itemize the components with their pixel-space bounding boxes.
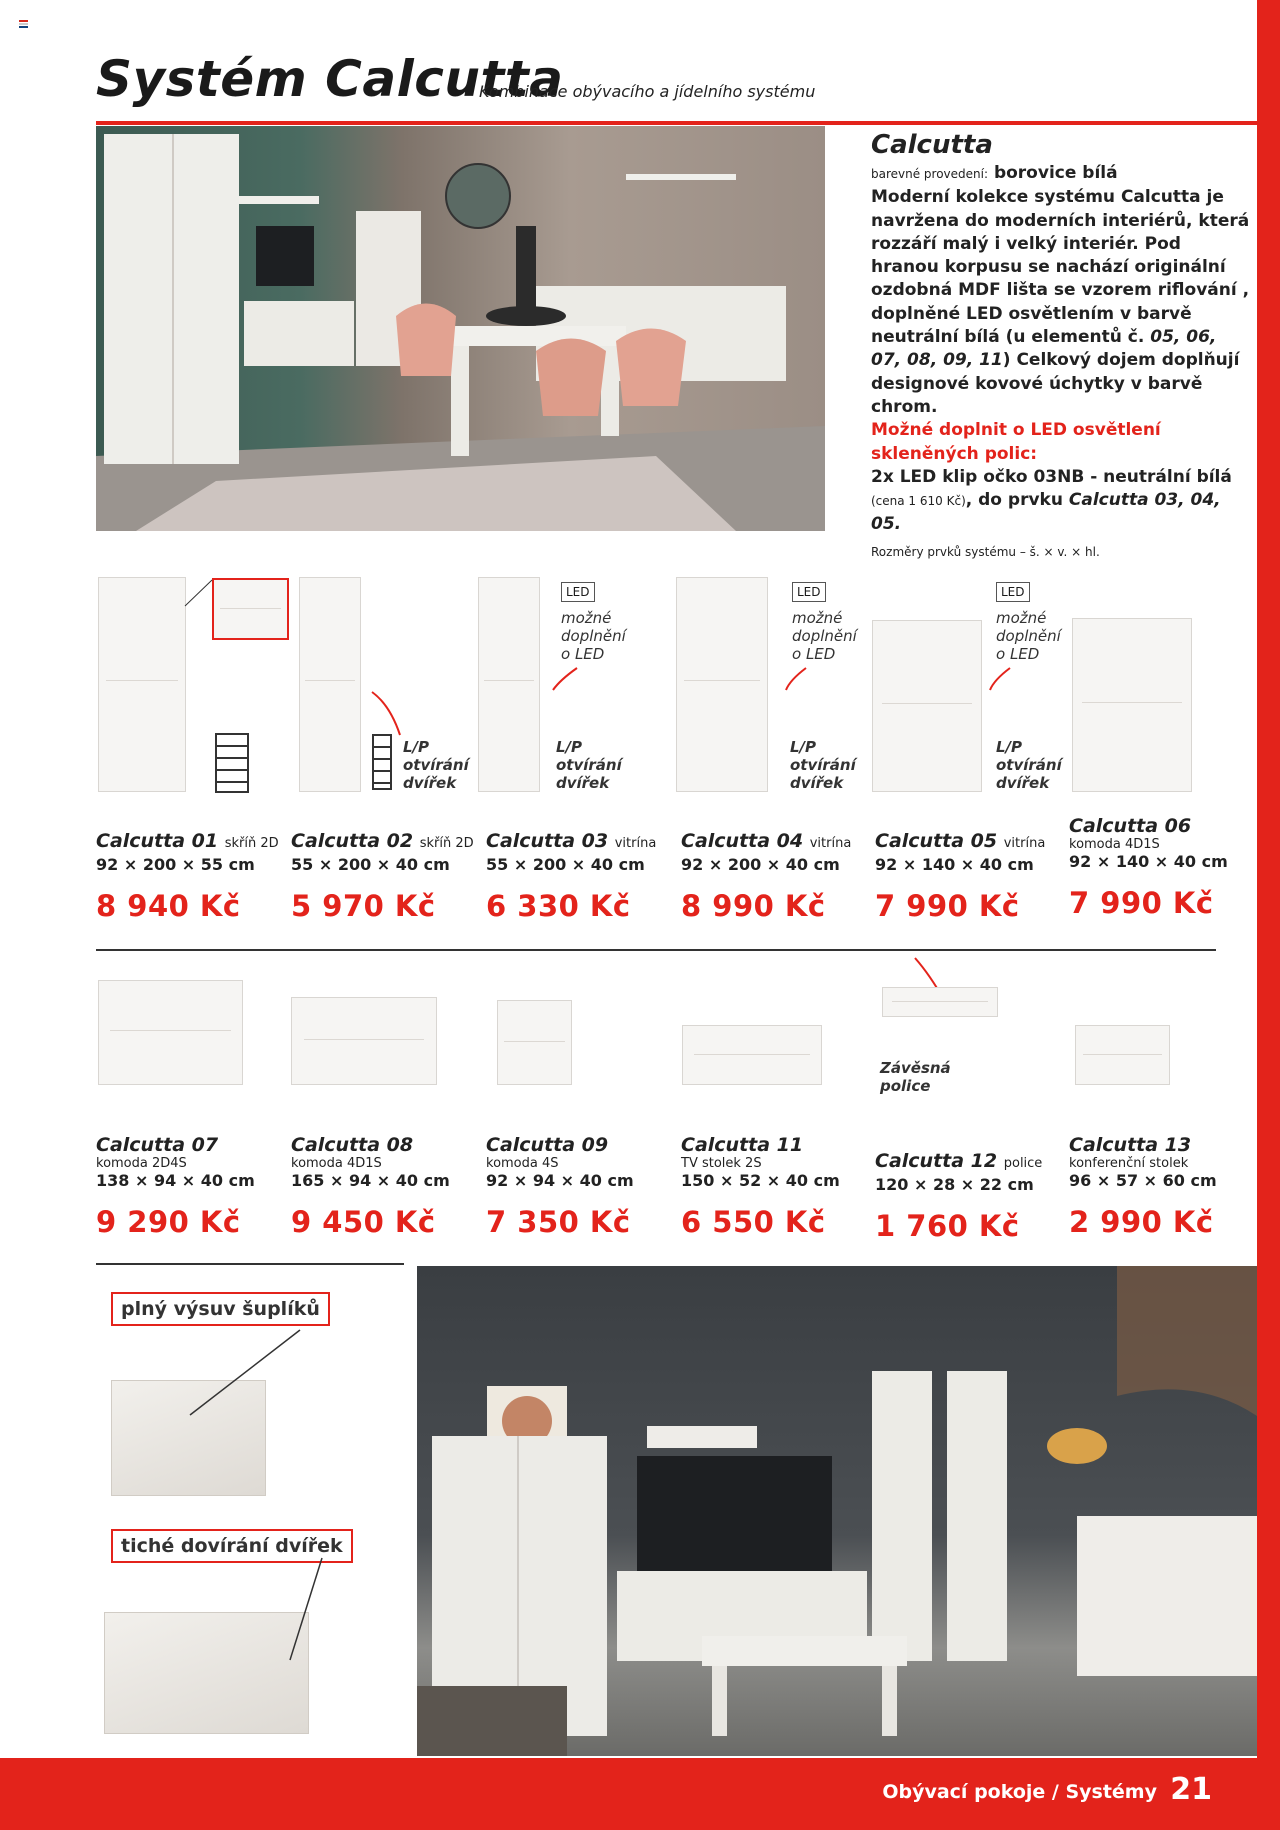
- product-card: [1069, 1134, 1259, 1239]
- dimensions-note: Rozměry prvků systému – š. × v. × hl.: [871, 544, 1100, 559]
- product-name: Calcutta 04: [681, 830, 804, 852]
- led-badge: LED: [561, 582, 595, 602]
- product-subtitle: komoda 4D1S: [291, 1156, 382, 1171]
- product-card: [875, 830, 1065, 923]
- product-name: Calcutta 11: [681, 1134, 804, 1156]
- led-badge: LED: [792, 582, 826, 602]
- product-card: [291, 830, 481, 923]
- product-name: Calcutta 05: [875, 830, 998, 852]
- product-name: Calcutta 09: [486, 1134, 609, 1156]
- product-name: Calcutta 03: [486, 830, 609, 852]
- product-image-08: [291, 997, 437, 1085]
- product-price: 5 970 Kč: [291, 889, 436, 923]
- product-dimensions: 120 × 28 × 22 cm: [875, 1175, 1034, 1194]
- living-room-photo: [417, 1266, 1257, 1756]
- door-option-note: L/P otvírání dvířek: [556, 738, 622, 792]
- product-name: Calcutta 06: [1069, 815, 1192, 837]
- product-type: skříň 2D: [224, 836, 279, 851]
- product-price: 2 990 Kč: [1069, 1205, 1214, 1239]
- product-card: [1069, 815, 1259, 920]
- product-name: Calcutta 13: [1069, 1134, 1192, 1156]
- led-price: (cena 1 610 Kč): [871, 494, 966, 509]
- product-dimensions: 92 × 200 × 40 cm: [681, 855, 840, 874]
- product-dimensions: 92 × 140 × 40 cm: [875, 855, 1034, 874]
- product-dimensions: 165 × 94 × 40 cm: [291, 1171, 450, 1190]
- product-price: 6 550 Kč: [681, 1205, 826, 1239]
- product-card: [486, 830, 676, 923]
- product-type: police: [1003, 1156, 1043, 1171]
- product-subtitle: TV stolek 2S: [681, 1156, 762, 1171]
- led-target-prefix: , do prvku: [965, 490, 1063, 511]
- product-card: [486, 1134, 676, 1239]
- product-price: 9 290 Kč: [96, 1205, 241, 1239]
- product-image-09: [497, 1000, 572, 1085]
- product-dimensions: 92 × 140 × 40 cm: [1069, 852, 1228, 871]
- product-card: [875, 1150, 1065, 1243]
- product-dimensions: 138 × 94 × 40 cm: [96, 1171, 255, 1190]
- description-elements: 05, 06, 07, 08, 09, 11: [871, 327, 1217, 371]
- product-card: [96, 1134, 286, 1239]
- product-image-11: [682, 1025, 822, 1085]
- door-option-note: L/P otvírání dvířek: [996, 738, 1062, 792]
- led-option-note: možné doplnění o LED: [996, 609, 1061, 663]
- led-option-note: možné doplnění o LED: [561, 609, 626, 663]
- color-value: borovice bílá: [993, 163, 1118, 183]
- product-price: 7 990 Kč: [875, 889, 1020, 923]
- color-label: barevné provedení:: [871, 167, 989, 181]
- hanging-shelf-note: Závěsná police: [880, 1059, 951, 1095]
- feature-drawer-label: plný výsuv šuplíků: [111, 1292, 330, 1326]
- product-type: skříň 2D: [419, 836, 474, 851]
- footer-section: Obývací pokoje / Systémy: [882, 1781, 1157, 1803]
- product-subtitle: komoda 4D1S: [1069, 837, 1160, 852]
- product-dimensions: 150 × 52 × 40 cm: [681, 1171, 840, 1190]
- product-card: [96, 830, 286, 923]
- page-number: 21: [1170, 1772, 1212, 1807]
- product-dimensions: 92 × 94 × 40 cm: [486, 1171, 634, 1190]
- product-name: Calcutta 12: [875, 1150, 998, 1172]
- description-title: Calcutta: [871, 130, 993, 160]
- feature-divider: [96, 1263, 404, 1265]
- description-body-end: ) Celkový dojem doplňují designové kovové úchytky v barvě chrom.: [871, 350, 1240, 417]
- page-subtitle: Kombinace obývacího a jídelního systému: [479, 82, 816, 101]
- product-subtitle: konferenční stolek: [1069, 1156, 1189, 1171]
- product-type: vitrína: [1003, 836, 1046, 851]
- door-option-note: L/P otvírání dvířek: [403, 738, 469, 792]
- description-body: Moderní kolekce systému Calcutta je navržena do moderních interiérů, která rozzáří malý i velký interiér. Pod hranou korpusu se nachází originální ozdobná MDF lišta se vzorem riflování , doplněné LED osvětlením v barvě neutrální bílá (u elementů č.: [871, 187, 1250, 348]
- door-option-note: L/P otvírání dvířek: [790, 738, 856, 792]
- feature-pointers: [0, 1290, 420, 1750]
- product-type: vitrína: [809, 836, 852, 851]
- product-image-13: [1075, 1025, 1170, 1085]
- product-price: 9 450 Kč: [291, 1205, 436, 1239]
- product-card: [681, 830, 871, 923]
- row-divider: [96, 949, 1216, 951]
- product-card: [681, 1134, 871, 1239]
- product-dimensions: 55 × 200 × 40 cm: [486, 855, 645, 874]
- product-card: [291, 1134, 481, 1239]
- product-dimensions: 96 × 57 × 60 cm: [1069, 1171, 1217, 1190]
- feature-door-label: tiché dovírání dvířek: [111, 1529, 353, 1563]
- product-dimensions: 55 × 200 × 40 cm: [291, 855, 450, 874]
- product-type: vitrína: [614, 836, 657, 851]
- footer-bar: [0, 1758, 1280, 1830]
- product-name: Calcutta 08: [291, 1134, 414, 1156]
- page-title: Systém Calcutta: [96, 50, 564, 108]
- led-offer: Možné doplnit o LED osvětlení skleněných polic:: [871, 420, 1161, 464]
- product-name: Calcutta 01: [96, 830, 219, 852]
- led-item: 2x LED klip očko 03NB - neutrální bílá: [871, 466, 1232, 487]
- led-badge: LED: [996, 582, 1030, 602]
- product-price: 6 330 Kč: [486, 889, 631, 923]
- product-name: Calcutta 02: [291, 830, 414, 852]
- product-price: 7 350 Kč: [486, 1205, 631, 1239]
- product-price: 1 760 Kč: [875, 1209, 1020, 1243]
- product-name: Calcutta 07: [96, 1134, 219, 1156]
- product-price: 8 990 Kč: [681, 889, 826, 923]
- led-option-note: možné doplnění o LED: [792, 609, 857, 663]
- led-target: Calcutta 03, 04, 05.: [871, 490, 1221, 535]
- product-subtitle: komoda 4S: [486, 1156, 559, 1171]
- product-price: 8 940 Kč: [96, 889, 241, 923]
- product-dimensions: 92 × 200 × 55 cm: [96, 855, 255, 874]
- product-image-12: [882, 987, 998, 1017]
- product-image-07: [98, 980, 243, 1085]
- product-price: 7 990 Kč: [1069, 886, 1214, 920]
- product-subtitle: komoda 2D4S: [96, 1156, 187, 1171]
